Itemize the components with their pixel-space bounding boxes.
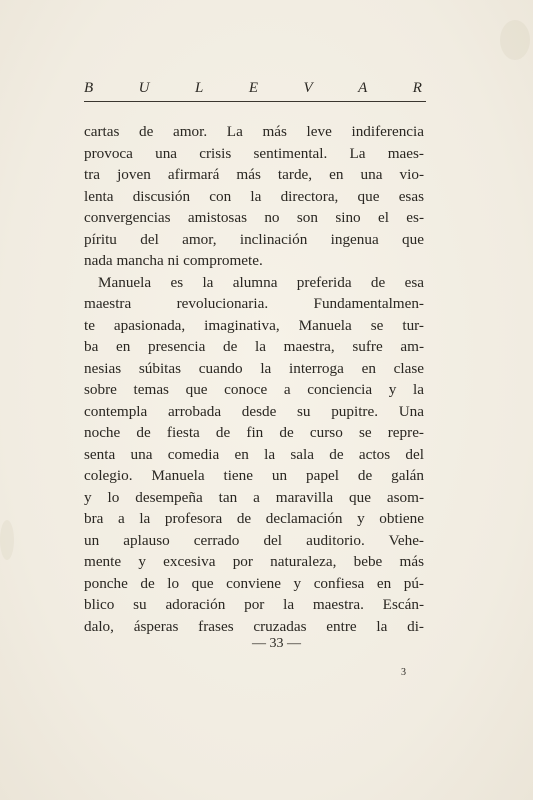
text-line: te apasionada, imaginativa, Manuela se tur- — [84, 316, 424, 334]
text-line: sobre temas que conoce a conciencia y la — [84, 381, 424, 398]
page-number: — 33 — — [252, 636, 301, 651]
text-line: noche de fiesta de fin de curso se repre- — [84, 424, 424, 441]
running-head-letter: E — [248, 80, 258, 96]
text-line: un aplauso cerrado del auditorio. Vehe- — [84, 531, 424, 549]
running-head-letter: U — [138, 80, 150, 96]
running-head-letter: A — [358, 80, 368, 96]
text-line: contempla arrobada desde su pupitre. Una — [84, 402, 424, 420]
text-line: colegio. Manuela tiene un papel de galán — [84, 467, 424, 484]
running-head-letter: R — [412, 80, 422, 96]
text-line: nada mancha ni compromete. — [84, 252, 263, 269]
body-text — [84, 121, 424, 637]
text-line: mente y excesiva por naturaleza, bebe más — [84, 553, 424, 570]
running-head-letter: B — [84, 80, 94, 96]
text-line: bra a la profesora de declamación y obtiene — [84, 510, 424, 527]
text-line: ba en presencia de la maestra, sufre am- — [84, 338, 424, 355]
text-line: dalo, ásperas frases cruzadas entre la di- — [84, 617, 424, 635]
text-line: provoca una crisis sentimental. La maes- — [84, 144, 424, 162]
text-line: y lo desempeña tan a maravilla que asom- — [84, 488, 424, 506]
text-line: píritu del amor, inclinación ingenua que — [84, 230, 424, 248]
header-rule — [84, 101, 426, 102]
text-line: blico su adoración por la maestra. Escán- — [84, 596, 424, 613]
paper-stain — [0, 520, 14, 560]
text-line: nesias súbitas cuando la interroga en clase — [84, 359, 424, 377]
running-head-letter: V — [303, 80, 313, 96]
text-line: convergencias amistosas no son sino el es- — [84, 209, 424, 226]
running-head — [84, 80, 422, 100]
text-line: Manuela es la alumna preferida de esa — [98, 273, 424, 291]
text-line: tra joven afirmará más tarde, en una vio- — [84, 166, 424, 183]
text-line: lenta discusión con la directora, que esas — [84, 187, 424, 205]
text-line: maestra revolucionaria. Fundamentalmen- — [84, 295, 424, 312]
text-line: cartas de amor. La más leve indiferencia — [84, 123, 424, 140]
paper-stain — [500, 20, 530, 60]
running-head-letter: L — [194, 80, 204, 96]
text-line: ponche de lo que conviene y confiesa en pú- — [84, 574, 424, 592]
signature-mark: 3 — [401, 667, 406, 678]
text-line: senta una comedia en la sala de actos del — [84, 445, 424, 463]
